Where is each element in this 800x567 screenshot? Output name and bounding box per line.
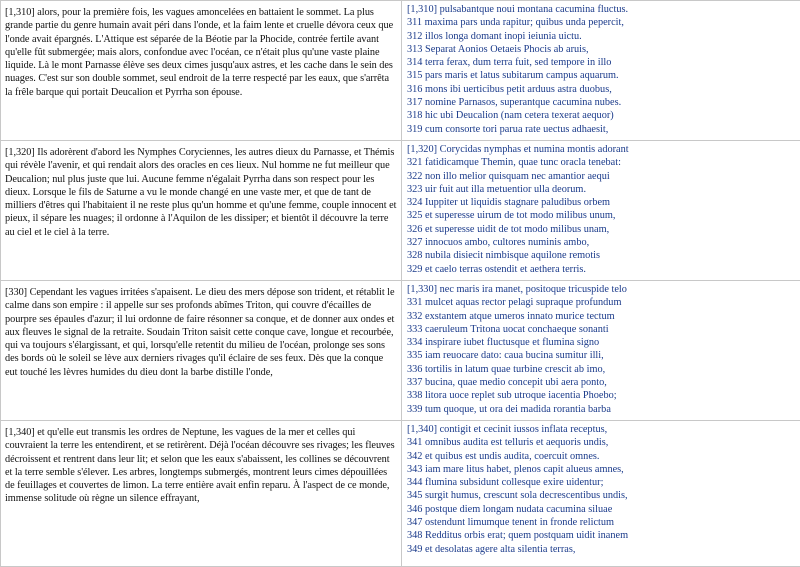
latin-line-number: 342 [407,451,422,462]
latin-line [407,543,797,556]
latin-verse: contigit et cecinit iussos inflata receptus, [440,424,608,435]
latin-verse: uir fuit aut illa metuentior ulla deorum. [425,184,586,195]
french-text: et qu'elle eut transmis les ordres de Neptune, les vagues de la mer et celles qui couvraient la terre les entendirent, et se retirèrent. Déjà l'océan découvre ses rivages; les fleuves décroissent et rentrent dans leur lit; et selon que les eaux s'abaissent, les collines se découvrent et la terre semble s'élever. Les arbres, longtemps submergés, montrent leurs cimes dépouillées de feuillages et couvertes de limon. La terre entière avait enfin reparu. À l'aspect de ce monde, immense solitude où règne un silence effrayant, [5,427,395,504]
latin-verse: litora uoce replet sub utroque iacentia Phoebo; [425,390,617,401]
latin-verse: Redditus orbis erat; quem postquam uidit inanem [425,530,628,541]
latin-verse: iam reuocare dato: caua bucina sumitur illi, [425,350,604,361]
french-text: Ils adorèrent d'abord les Nymphes Coryciennes, les autres dieux du Parnasse, et Thémis qui révèle l'avenir, et qui rendait alors des oracles en ces lieux. Nul homme ne fut meilleur que Deucalion; nul plus juste que lui. Aucune femme n'égalait Pyrrha dans son respect pour les dieux. Lorsque le fils de Saturne a vu le monde changé en une vaste mer, et que de tant de milliers d'êtres qui l'habitaient il ne reste plus qu'un homme et qu'une femme, couple innocent et pieux, il sépare les nuages; il ordonne à l'Aquilon de les dissiper; et bientôt il découvre la terre au ciel et le ciel à la terre. [5,147,396,238]
latin-line-number: 319 [407,124,422,135]
latin-line-number: 317 [407,97,422,108]
latin-line [407,403,797,416]
latin-line-number: 325 [407,210,422,221]
latin-verse: et superesse uidit de tot modo milibus unam, [425,224,609,235]
latin-verse: Corycidas nymphas et numina montis adorant [440,144,629,155]
latin-line-number: 334 [407,337,422,348]
latin-line [407,436,797,449]
french-line-ref: [1,340] [5,427,35,438]
latin-line [407,423,797,436]
french-paragraph [5,286,397,379]
latin-verse: tum quoque, ut ora dei madida rorantia barba [425,404,611,415]
latin-line-number: 331 [407,297,422,308]
section-row [1,420,800,566]
french-line-ref: [1,320] [5,147,35,158]
latin-line [407,83,797,96]
latin-line [407,183,797,196]
latin-line [407,69,797,82]
latin-line [407,249,797,262]
french-paragraph [5,6,397,99]
latin-verse: pars maris et latus subitarum campus aquarum. [425,70,619,81]
latin-line-number: 348 [407,530,422,541]
latin-line [407,376,797,389]
latin-line [407,336,797,349]
latin-line [407,43,797,56]
latin-line-number: 311 [407,17,422,28]
latin-verse: Iuppiter ut liquidis stagnare paludibus orbem [425,197,610,208]
latin-line [407,323,797,336]
french-cell [1,280,402,420]
latin-line-number: 338 [407,390,422,401]
latin-verse: et caelo terras ostendit et aethera terris. [425,264,586,275]
latin-verse: inspirare iubet fluctusque et flumina signo [425,337,599,348]
latin-cell [402,140,800,280]
latin-line-number: [1,310] [407,4,437,15]
latin-line-number: 323 [407,184,422,195]
latin-verse: nubila disiecit nimbisque aquilone remotis [425,250,600,261]
latin-line [407,503,797,516]
french-text: alors, pour la première fois, les vagues amoncelées en battaient le sommet. La plus grande partie du genre humain avait péri dans l'onde, et la faim lente et cruelle dévora ceux que l'onde avait épargnés. L'Attique est séparée de la Béotie par la Phocide, contrée fertile avant qu'elle fût submergée; mais alors, confondue avec l'océan, ce n'était plus qu'une vaste plaine liquide. Là le mont Parnasse élève ses deux cimes jusqu'aux astres, et les cache dans le sein des nuages. C'est sur son double sommet, seul endroit de la terre respecté par les eaux, que s'arrêta la frêle barque qui portait Deucalion et Pyrrha son épouse. [5,7,393,98]
latin-line-number: 327 [407,237,422,248]
latin-line-number: 318 [407,110,422,121]
latin-line-number: 314 [407,57,422,68]
latin-line-number: 332 [407,311,422,322]
french-cell [1,420,402,566]
latin-verse: terra ferax, dum terra fuit, sed tempore in illo [425,57,611,68]
latin-verse: mulcet aquas rector pelagi supraque profundum [425,297,621,308]
latin-line [407,156,797,169]
latin-line [407,283,797,296]
latin-line-number: 333 [407,324,422,335]
latin-line [407,209,797,222]
latin-verse: Separat Aonios Oetaeis Phocis ab aruis, [425,44,589,55]
latin-verse: nec maris ira manet, positoque tricuspide telo [440,284,627,295]
latin-line-number: 324 [407,197,422,208]
latin-line [407,476,797,489]
section-row [1,140,800,280]
latin-line [407,463,797,476]
latin-line [407,349,797,362]
latin-line-number: 312 [407,31,422,42]
latin-line-number: 316 [407,84,422,95]
latin-line [407,196,797,209]
latin-line [407,310,797,323]
latin-line [407,363,797,376]
latin-line [407,109,797,122]
latin-line [407,223,797,236]
latin-line [407,296,797,309]
latin-cell [402,1,800,141]
latin-verse: surgit humus, crescunt sola decrescentibus undis, [425,490,628,501]
latin-verse: bucina, quae medio concepit ubi aera ponto, [425,377,607,388]
latin-verse: omnibus audita est telluris et aequoris undis, [425,437,608,448]
latin-verse: exstantem atque umeros innato murice tectum [425,311,615,322]
latin-verse: ostendunt limumque tenent in fronde relictum [425,517,614,528]
latin-verse: fatidicamque Themin, quae tunc oracla tenebat: [425,157,621,168]
latin-line-number: 321 [407,157,422,168]
latin-verse: caeruleum Tritona uocat conchaeque sonanti [425,324,609,335]
latin-line-number: 349 [407,544,422,555]
latin-line [407,263,797,276]
latin-verse: flumina subsidunt collesque exire uidentur; [425,477,603,488]
french-cell [1,1,402,141]
latin-line [407,236,797,249]
latin-line-number: 346 [407,504,422,515]
latin-line [407,143,797,156]
french-line-ref: [1,310] [5,7,35,18]
french-paragraph [5,146,397,239]
latin-verse: cum consorte tori parua rate uectus adhaesit, [425,124,608,135]
latin-verse: postque diem longam nudata cacumina siluae [425,504,612,515]
latin-verse: tortilis in latum quae turbine crescit ab imo, [425,364,605,375]
latin-line [407,3,797,16]
latin-line-number: 345 [407,490,422,501]
latin-verse: iam mare litus habet, plenos capit alueus amnes, [425,464,624,475]
latin-verse: nomine Parnasos, superantque cacumina nubes. [425,97,621,108]
latin-line [407,16,797,29]
latin-verse: maxima pars unda rapitur; quibus unda pepercit, [425,17,624,28]
latin-line [407,389,797,402]
latin-line [407,170,797,183]
section-row [1,1,800,141]
latin-line-number: 343 [407,464,422,475]
latin-line [407,96,797,109]
french-text: Cependant les vagues irritées s'apaisent. Le dieu des mers dépose son trident, et rétablit le calme dans son empire : il appelle sur ses profonds abîmes Triton, qui couvre d'écailles de pourpre ses épaules d'azur; il lui ordonne de faire résonner sa conque, et de donner aux ondes et aux fleuves le signal de la retraite. Soudain Triton saisit cette conque cave, longue et recourbée, qui va toujours s'élargissant, et qui, lorsqu'elle retentit du milieu de l'océan, prolonge ses sons des bords où le soleil se lève aux derniers rivages qu'il éclaire de ses feux. Dès que la conque eut touché les lèvres humides du dieu dont la barbe distille l'onde, [5,287,395,378]
latin-line-number: [1,330] [407,284,437,295]
latin-line-number: 322 [407,171,422,182]
latin-verse: innocuos ambo, cultores numinis ambo, [425,237,589,248]
latin-verse: pulsabantque noui montana cacumina fluctus. [440,4,628,15]
latin-line [407,529,797,542]
latin-line [407,123,797,136]
latin-line-number: 344 [407,477,422,488]
table-body [1,1,800,567]
latin-line-number: 329 [407,264,422,275]
latin-verse: illos longa domant inopi ieiunia uictu. [425,31,582,42]
latin-line-number: [1,320] [407,144,437,155]
section-row [1,280,800,420]
latin-line-number: 326 [407,224,422,235]
latin-line [407,56,797,69]
latin-line-number: 347 [407,517,422,528]
french-paragraph [5,426,397,506]
french-cell [1,140,402,280]
latin-line-number: 313 [407,44,422,55]
latin-cell [402,280,800,420]
latin-verse: et quibus est undis audita, coercuit omnes. [425,451,599,462]
latin-line-number: [1,340] [407,424,437,435]
latin-verse: et desolatas agere alta silentia terras, [425,544,575,555]
latin-line-number: 341 [407,437,422,448]
french-line-ref: [330] [5,287,27,298]
latin-line-number: 328 [407,250,422,261]
latin-line-number: 339 [407,404,422,415]
latin-line [407,30,797,43]
latin-verse: mons ibi uerticibus petit arduus astra duobus, [425,84,612,95]
latin-verse: hic ubi Deucalion (nam cetera texerat aequor) [425,110,614,121]
latin-cell [402,420,800,566]
latin-line [407,450,797,463]
latin-line-number: 337 [407,377,422,388]
latin-line-number: 315 [407,70,422,81]
latin-line [407,489,797,502]
latin-line-number: 336 [407,364,422,375]
latin-line-number: 335 [407,350,422,361]
latin-verse: et superesse uirum de tot modo milibus unum, [425,210,615,221]
latin-verse: non illo melior quisquam nec amantior aequi [425,171,610,182]
